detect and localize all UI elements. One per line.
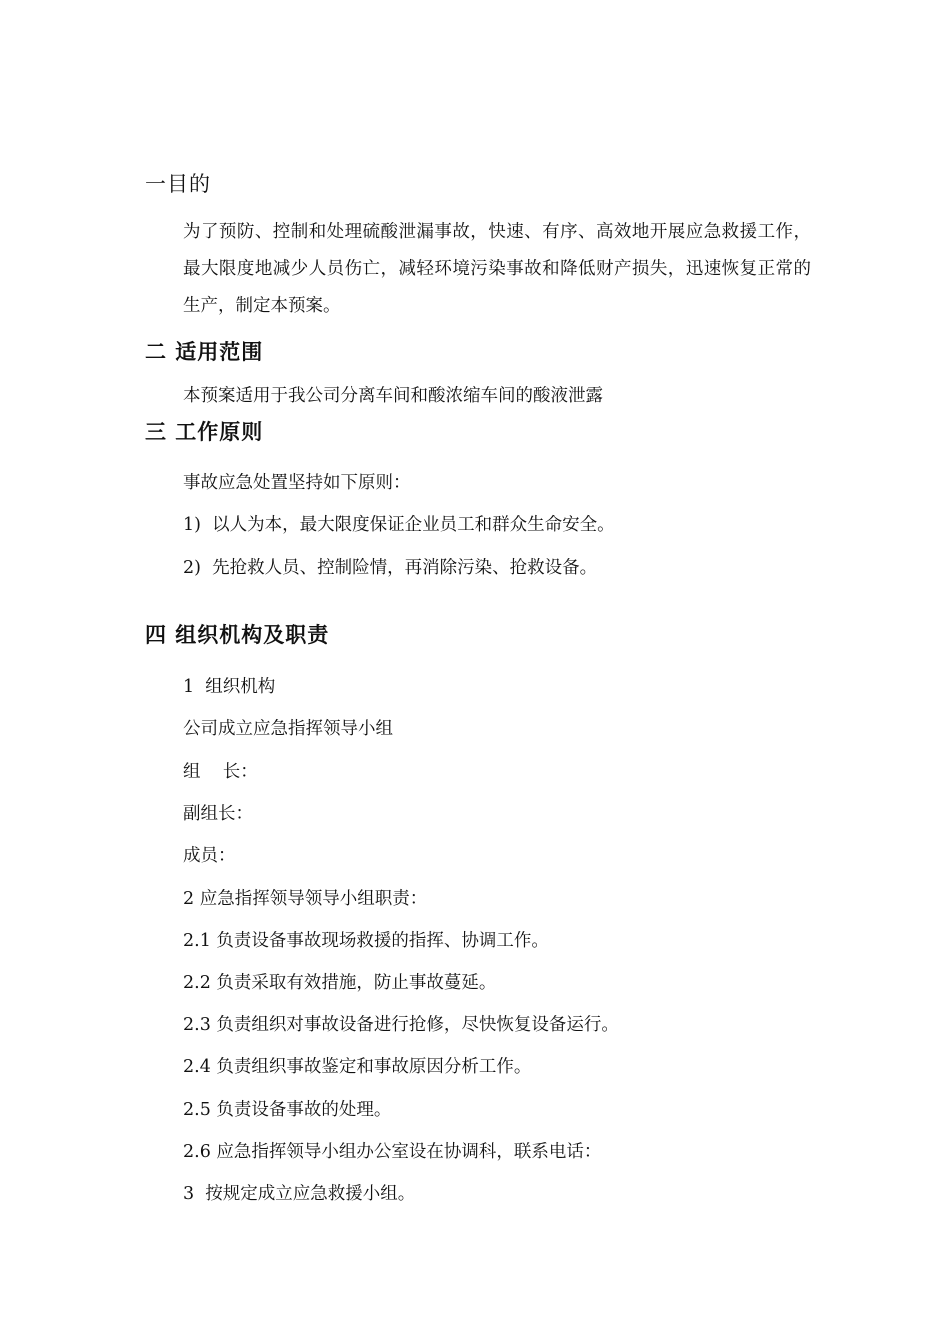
principles-intro: 事故应急处置坚持如下原则： [183, 473, 411, 493]
section-heading-purpose: 一目的 [145, 172, 211, 196]
duty-2-2: 2.2 负责采取有效措施，防止事故蔓延。 [183, 973, 497, 993]
duty-2-3: 2.3 负责组织对事故设备进行抢修，尽快恢复设备运行。 [183, 1015, 619, 1035]
org-line-2: 公司成立应急指挥领导小组 [183, 719, 393, 739]
principle-item-2: 2) 先抢救人员、控制险情，再消除污染、抢救设备。 [183, 558, 598, 578]
scope-text: 本预案适用于我公司分离车间和酸浓缩车间的酸液泄露 [183, 386, 603, 406]
section-heading-organization: 四 组织机构及职责 [145, 623, 330, 647]
purpose-paragraph: 为了预防、控制和处理硫酸泄漏事故，快速、有序、高效地开展应急救援工作，最大限度地减少人员伤亡，减轻环境污染事故和降低财产损失，迅速恢复正常的生产，制定本预案。 [183, 222, 811, 316]
org-line-1: 1 组织机构 [183, 677, 276, 697]
duty-2-1: 2.1 负责设备事故现场救援的指挥、协调工作。 [183, 931, 549, 951]
principle-item-1: 1) 以人为本，最大限度保证企业员工和群众生命安全。 [183, 515, 615, 535]
duty-2-5: 2.5 负责设备事故的处理。 [183, 1100, 392, 1120]
org-line-leader: 组 长： [183, 762, 258, 782]
duty-2-4: 2.4 负责组织事故鉴定和事故原因分析工作。 [183, 1057, 532, 1077]
org-line-members: 成员： [183, 846, 236, 866]
duties-heading: 2 应急指挥领导领导小组职责： [183, 889, 428, 909]
duty-2-6: 2.6 应急指挥领导小组办公室设在协调科，联系电话： [183, 1142, 602, 1162]
section-heading-scope: 二 适用范围 [145, 340, 264, 364]
org-line-deputy: 副组长： [183, 804, 253, 824]
org-line-3: 3 按规定成立应急救援小组。 [183, 1184, 416, 1204]
section-heading-principles: 三 工作原则 [145, 420, 264, 444]
